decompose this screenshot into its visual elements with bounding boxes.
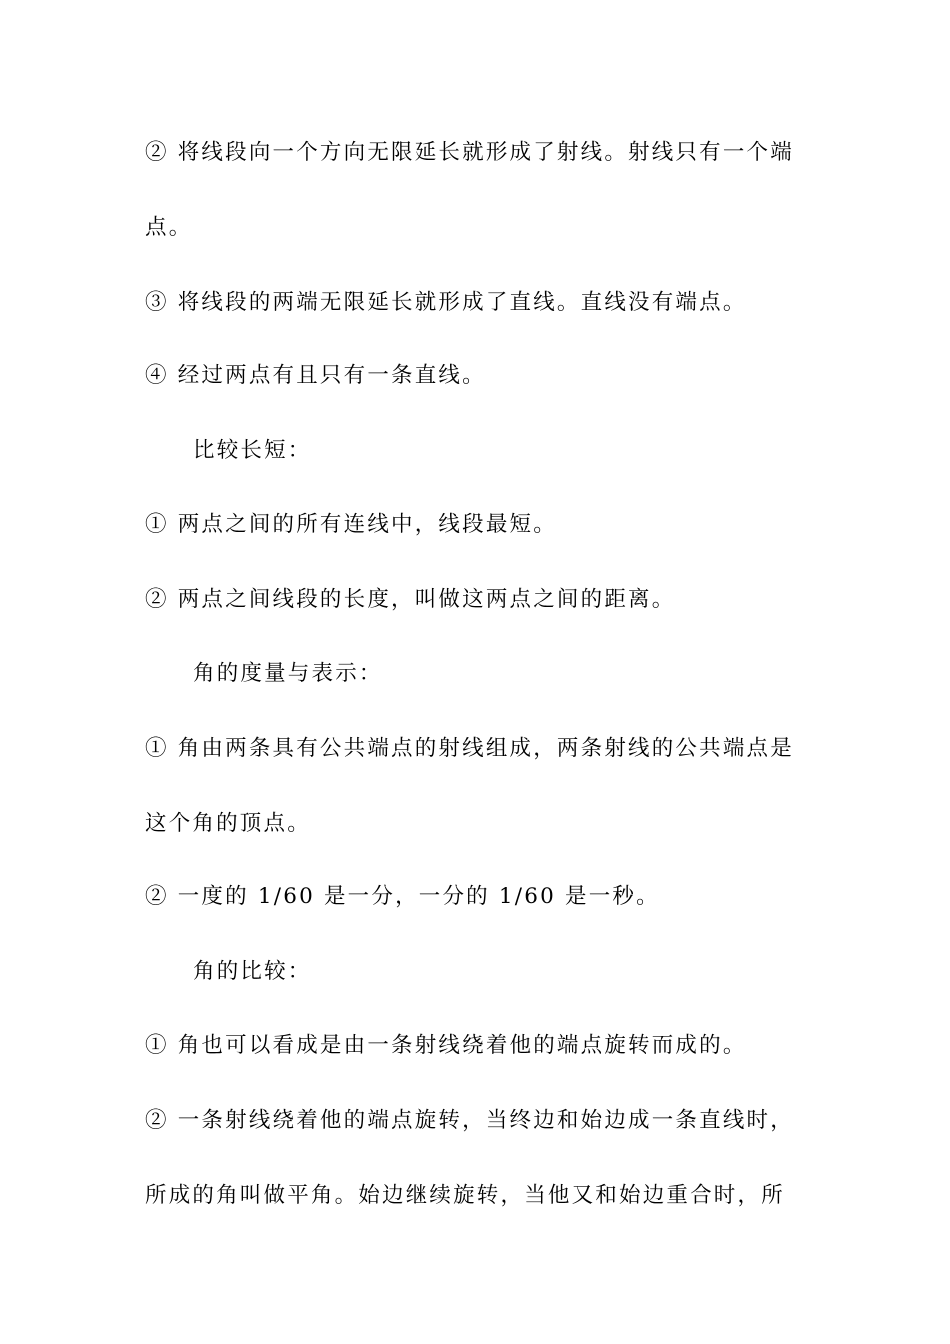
straight-angle-line-2: 所成的角叫做平角。始边继续旋转，当他又和始边重合时，所 bbox=[145, 1183, 785, 1208]
straight-line-definition: ③ 将线段的两端无限延长就形成了直线。直线没有端点。 bbox=[145, 290, 747, 315]
shortest-segment-rule: ① 两点之间的所有连线中，线段最短。 bbox=[145, 512, 557, 537]
section-heading-angle-compare: 角的比较： bbox=[193, 959, 312, 984]
distance-definition: ② 两点之间线段的长度，叫做这两点之间的距离。 bbox=[145, 587, 676, 612]
section-heading-angle-measure: 角的度量与表示： bbox=[193, 661, 383, 686]
two-points-line-axiom: ④ 经过两点有且只有一条直线。 bbox=[145, 363, 486, 388]
ray-definition-line-2: 点。 bbox=[145, 215, 193, 240]
degree-minute-second-rule: ② 一度的 1/60 是一分，一分的 1/60 是一秒。 bbox=[145, 884, 660, 909]
angle-definition-line-2: 这个角的顶点。 bbox=[145, 811, 311, 836]
angle-definition-line-1: ① 角由两条具有公共端点的射线组成，两条射线的公共端点是 bbox=[145, 736, 794, 761]
angle-rotation-definition: ① 角也可以看成是由一条射线绕着他的端点旋转而成的。 bbox=[145, 1033, 747, 1058]
straight-angle-line-1: ② 一条射线绕着他的端点旋转，当终边和始边成一条直线时， bbox=[145, 1108, 794, 1133]
ray-definition-line-1: ② 将线段向一个方向无限延长就形成了射线。射线只有一个端 bbox=[145, 140, 794, 165]
section-heading-compare-length: 比较长短： bbox=[193, 438, 312, 463]
